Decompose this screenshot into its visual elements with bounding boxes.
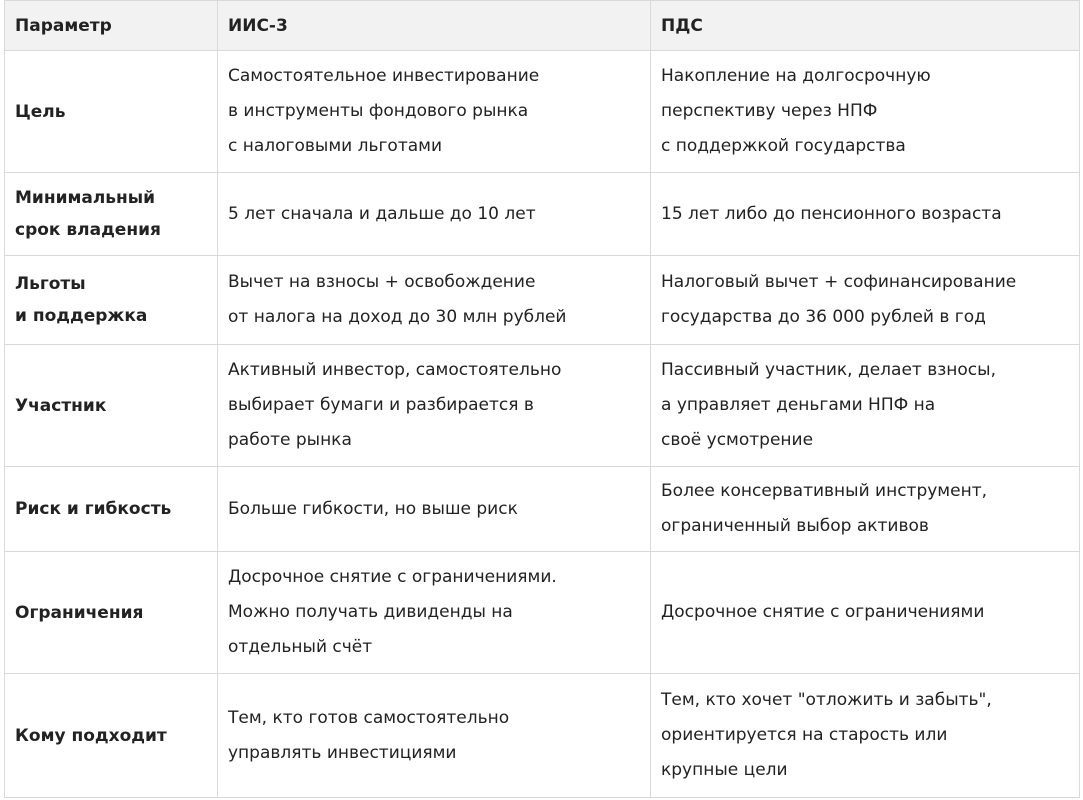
cell-line: Тем, кто готов самостоятельно [228,707,510,728]
cell-pds [651,256,1080,345]
comparison-table [4,0,1080,798]
row-parameter [5,467,218,552]
cell-line: Минимальный [15,188,156,208]
row-parameter [5,173,218,256]
table-row [5,674,1080,798]
cell-line: ограниченный выбор активов [661,516,929,536]
cell-line: срок владения [15,220,161,240]
cell-line: в инструменты фондового рынка [228,101,529,121]
cell-pds [651,345,1080,467]
cell-line: управлять инвестициями [228,742,457,763]
cell-line: работе рынка [228,430,352,450]
cell-pds [651,552,1080,674]
row-parameter [5,51,218,173]
cell-iis3 [218,51,651,173]
cell-line: ориентируется на старость или [661,725,948,745]
cell-line: отдельный счёт [228,637,373,657]
cell-line: Ограничения [15,602,144,623]
cell-pds [651,51,1080,173]
cell-line: Риск и гибкость [15,499,172,519]
row-parameter [5,345,218,467]
cell-line: Досрочное снятие с ограничениями [661,602,985,622]
cell-line: выбирает бумаги и разбирается в [228,395,534,415]
cell-pds [651,173,1080,256]
cell-line: Досрочное снятие с ограничениями. [228,567,557,587]
cell-line: Налоговый вычет + софинансирование [661,272,1017,292]
table-row [5,467,1080,552]
table-row [5,552,1080,674]
cell-line: Тем, кто хочет "отложить и забыть", [661,690,992,710]
cell-iis3 [218,674,651,798]
cell-line: Больше гибкости, но выше риск [228,498,518,519]
cell-iis3 [218,552,651,674]
cell-iis3 [218,345,651,467]
header-parameter: Параметр [5,1,218,51]
row-parameter [5,256,218,345]
cell-line: с налоговыми льготами [228,136,443,156]
cell-line: крупные цели [661,760,788,780]
cell-line: Самостоятельное инвестирование [228,66,540,86]
cell-line: Пассивный участник, делает взносы, [661,360,996,380]
cell-line: своё усмотрение [661,430,814,450]
row-parameter [5,674,218,798]
cell-line: Участник [15,395,107,416]
cell-line: Кому подходит [15,725,167,746]
cell-pds [651,674,1080,798]
table-row [5,345,1080,467]
cell-line: 5 лет сначала и дальше до 10 лет [228,203,536,224]
cell-line: а управляет деньгами НПФ на [661,395,936,415]
cell-line: перспективу через НПФ [661,101,878,121]
cell-line: Активный инвестор, самостоятельно [228,360,562,380]
cell-line: государства до 36 000 рублей в год [661,307,986,327]
cell-line: Более консервативный инструмент, [661,481,987,501]
cell-iis3 [218,173,651,256]
table-row [5,51,1080,173]
table-row [5,256,1080,345]
cell-line: 15 лет либо до пенсионного возраста [661,203,1002,224]
table-header-row [5,1,1080,51]
cell-iis3 [218,256,651,345]
cell-line: от налога на доход до 30 млн рублей [228,307,567,327]
table-row [5,173,1080,256]
cell-line: Вычет на взносы + освобождение [228,272,536,292]
row-parameter [5,552,218,674]
cell-line: Накопление на долгосрочную [661,66,931,86]
cell-line: Можно получать дивиденды на [228,602,513,622]
header-iis3: ИИС-3 [218,1,651,51]
cell-line: и поддержка [15,306,148,326]
cell-line: с поддержкой государства [661,136,906,156]
header-pds: ПДС [651,1,1080,51]
cell-line: Льготы [15,274,86,294]
cell-line: Цель [15,101,66,122]
cell-iis3 [218,467,651,552]
cell-pds [651,467,1080,552]
